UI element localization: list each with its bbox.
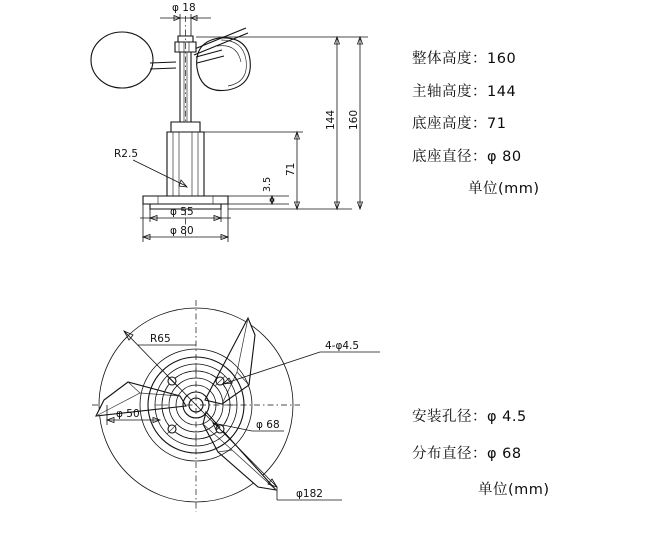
front-elevation-geometry [91,2,368,242]
dim-overall-height: 160 [348,109,360,130]
dim-flange-thickness: 3.5 [262,176,273,192]
dim-sweep-dia: φ182 [296,488,323,500]
spec-value-base-diameter: φ 80 [487,148,522,165]
spec-label-overall-height: 整体高度： [412,51,487,67]
dim-shaft-height: 144 [325,109,337,130]
spec-unit-bottom: 单位(mm) [478,482,550,498]
dim-fillet-radius: R2.5 [114,148,138,160]
spec-label-base-height: 底座高度： [412,116,487,132]
spec-unit-top: 单位(mm) [468,181,540,197]
spec-value-mounting-hole-dia: φ 4.5 [487,409,527,425]
dim-cup-radius: R65 [150,333,171,345]
spec-label-bolt-circle-dia: 分布直径： [412,445,487,462]
dim-inner-circle-dia: φ 50 [116,408,140,420]
dim-base-outer-dia: φ 80 [170,225,194,237]
spec-label-base-diameter: 底座直径： [412,148,487,165]
spec-row-shaft-height [412,85,540,100]
spec-label-mounting-hole-dia: 安装孔径： [412,409,487,425]
spec-label-shaft-height: 主轴高度： [412,83,487,100]
spec-value-bolt-circle-dia: φ 68 [487,445,522,462]
dim-bolt-circle-dia: φ 68 [256,419,280,431]
spec-value-overall-height: 160 [487,51,517,67]
dim-base-inner-dia: φ 55 [170,206,194,218]
spec-list-top [412,52,540,197]
dim-base-height: 71 [285,162,297,176]
spec-row-mounting-hole-dia [412,410,550,425]
spec-row-base-height [412,117,540,132]
dim-shaft-dia: φ 18 [172,2,196,14]
plan-view-geometry [92,300,380,512]
spec-value-shaft-height: 144 [487,83,517,100]
spec-value-base-height: 71 [487,116,507,132]
spec-row-overall-height [412,52,540,67]
spec-list-bottom [412,410,550,498]
dim-hole-count-dia: 4-φ4.5 [325,340,360,352]
spec-row-bolt-circle-dia [412,447,550,462]
spec-row-base-diameter [412,150,540,165]
